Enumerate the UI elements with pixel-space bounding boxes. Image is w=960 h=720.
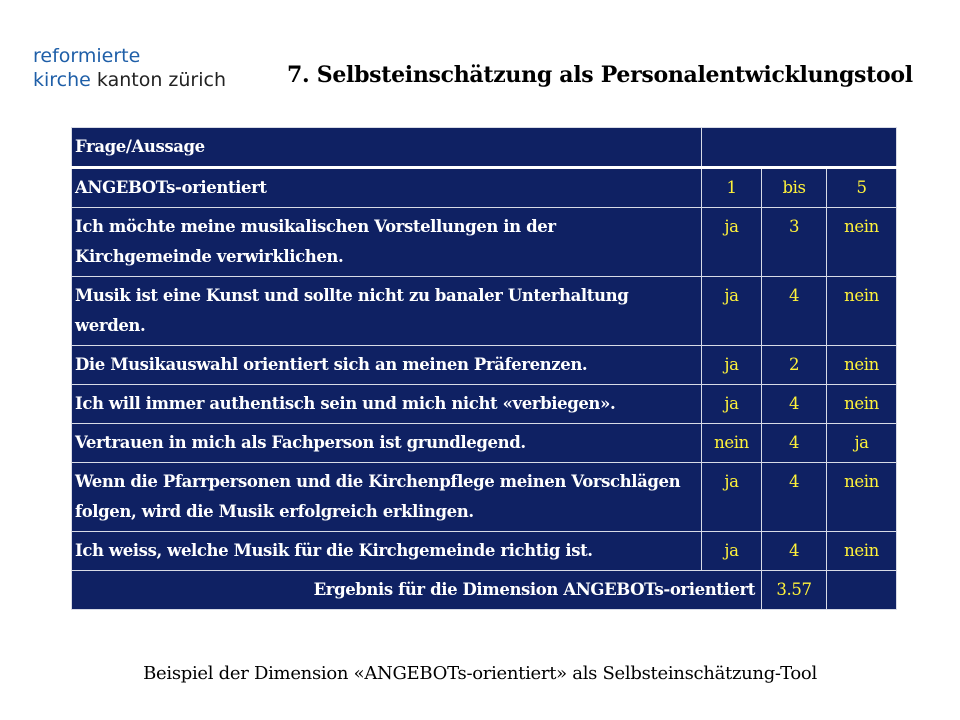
answer-value: 4 xyxy=(762,277,827,346)
table-row xyxy=(72,424,897,463)
answer-left-label: ja xyxy=(702,277,762,346)
answer-right-label: nein xyxy=(827,463,897,532)
header-label: Frage/Aussage xyxy=(72,128,702,168)
result-label: Ergebnis für die Dimension ANGEBOTs-orientiert xyxy=(72,571,762,610)
scale-right: 5 xyxy=(827,168,897,208)
answer-left-label: nein xyxy=(702,424,762,463)
scale-row xyxy=(72,168,897,208)
statement-text: Vertrauen in mich als Fachperson ist grundlegend. xyxy=(72,424,702,463)
table-row xyxy=(72,208,897,277)
answer-right-label: ja xyxy=(827,424,897,463)
answer-left-label: ja xyxy=(702,346,762,385)
logo xyxy=(33,44,226,92)
statement-text: Die Musikauswahl orientiert sich an meinen Präferenzen. xyxy=(72,346,702,385)
logo-line-1: reformierte xyxy=(33,45,141,67)
answer-value: 3 xyxy=(762,208,827,277)
scale-mid: bis xyxy=(762,168,827,208)
result-empty-cell xyxy=(827,571,897,610)
answer-left-label: ja xyxy=(702,463,762,532)
answer-value: 4 xyxy=(762,532,827,571)
table-row xyxy=(72,463,897,532)
answer-value: 4 xyxy=(762,463,827,532)
caption: Beispiel der Dimension «ANGEBOTs-orientiert» als Selbsteinschätzung-Tool xyxy=(143,663,817,684)
logo-word-kirche: kirche xyxy=(33,69,91,91)
answer-value: 2 xyxy=(762,346,827,385)
answer-right-label: nein xyxy=(827,346,897,385)
self-assessment-table xyxy=(71,127,897,610)
answer-value: 4 xyxy=(762,385,827,424)
header-empty-cell xyxy=(702,128,897,168)
answer-right-label: nein xyxy=(827,532,897,571)
answer-right-label: nein xyxy=(827,385,897,424)
answer-right-label: nein xyxy=(827,277,897,346)
answer-left-label: ja xyxy=(702,208,762,277)
logo-word-kanton-zuerich: kanton zürich xyxy=(90,69,227,91)
table-row xyxy=(72,346,897,385)
answer-value: 4 xyxy=(762,424,827,463)
scale-label: ANGEBOTs-orientiert xyxy=(72,168,702,208)
table-header-row xyxy=(72,128,897,168)
statement-text: Ich will immer authentisch sein und mich nicht «verbiegen». xyxy=(72,385,702,424)
answer-left-label: ja xyxy=(702,532,762,571)
statement-text: Wenn die Pfarrpersonen und die Kirchenpflege meinen Vorschlägen folgen, wird die Musik erfolgreich erklingen. xyxy=(72,463,702,532)
result-value: 3.57 xyxy=(762,571,827,610)
page-title: 7. Selbsteinschätzung als Personalentwicklungstool xyxy=(287,62,913,88)
logo-line-2 xyxy=(33,68,226,92)
result-row xyxy=(72,571,897,610)
table-row xyxy=(72,385,897,424)
table-row xyxy=(72,532,897,571)
statement-text: Musik ist eine Kunst und sollte nicht zu banaler Unterhaltung werden. xyxy=(72,277,702,346)
answer-left-label: ja xyxy=(702,385,762,424)
table-row xyxy=(72,277,897,346)
statement-text: Ich möchte meine musikalischen Vorstellungen in der Kirchgemeinde verwirklichen. xyxy=(72,208,702,277)
scale-left: 1 xyxy=(702,168,762,208)
answer-right-label: nein xyxy=(827,208,897,277)
statement-text: Ich weiss, welche Musik für die Kirchgemeinde richtig ist. xyxy=(72,532,702,571)
